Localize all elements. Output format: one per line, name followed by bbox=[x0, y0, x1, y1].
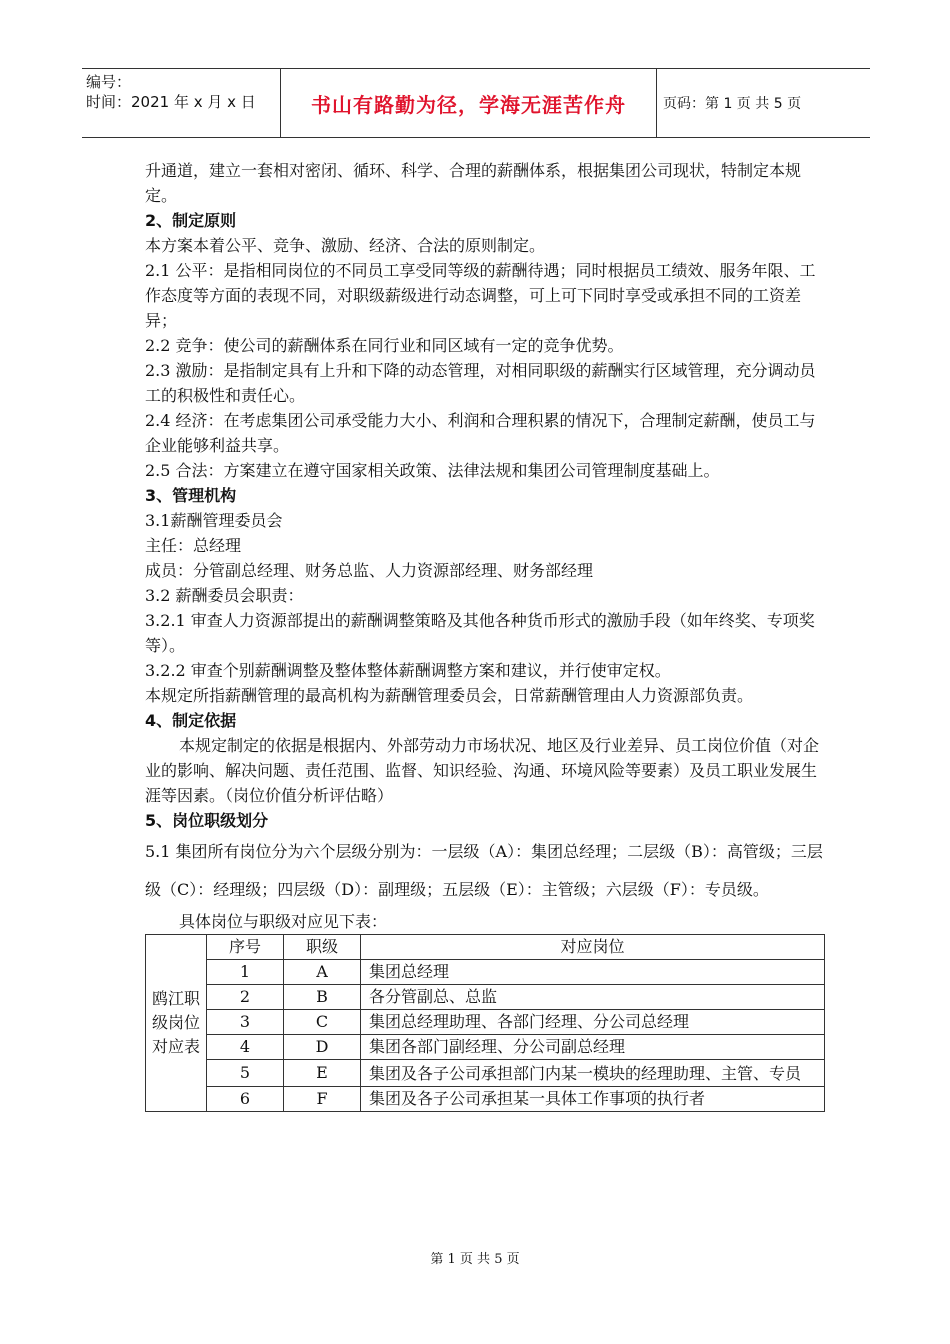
section-4-heading: 4、制定依据 bbox=[145, 711, 237, 730]
cell-index: 5 bbox=[207, 1060, 284, 1087]
header-time-label: 时间：2021 年 x 月 x 日 bbox=[86, 93, 256, 111]
cell-index: 6 bbox=[207, 1087, 284, 1112]
cell-position: 集团总经理助理、各部门经理、分公司总经理 bbox=[361, 1010, 825, 1035]
clause-2-4: 2.4 经济：在考虑集团公司承受能力大小、利润和合理积累的情况下，合理制定薪酬，使员工与企业能够利益共享。 bbox=[145, 411, 816, 455]
table-row bbox=[146, 1010, 825, 1035]
cell-grade: B bbox=[284, 985, 361, 1010]
cell-index: 4 bbox=[207, 1035, 284, 1060]
cell-grade: A bbox=[284, 960, 361, 985]
header-page-info: 页码：第 1 页 共 5 页 bbox=[663, 96, 802, 112]
committee-chair: 主任：总经理 bbox=[145, 536, 242, 555]
table-row bbox=[146, 960, 825, 985]
clause-3-2-2: 3.2.2 审查个别薪酬调整及整体整体薪酬调整方案和建议，并行使审定权。 bbox=[145, 661, 671, 680]
document-body bbox=[145, 158, 825, 1112]
intro-paragraph: 升通道，建立一套相对密闭、循环、科学、合理的薪酬体系，根据集团公司现状，特制定本规定。 bbox=[145, 161, 802, 205]
section-3-heading: 3、管理机构 bbox=[145, 486, 237, 505]
grade-position-table bbox=[145, 934, 825, 1112]
cell-grade: C bbox=[284, 1010, 361, 1035]
section-2-text: 本方案本着公平、竞争、激励、经济、合法的原则制定。 bbox=[145, 236, 546, 255]
cell-index: 3 bbox=[207, 1010, 284, 1035]
table-intro: 具体岗位与职级对应见下表： bbox=[179, 912, 388, 931]
section-5-heading: 5、岗位职级划分 bbox=[145, 811, 269, 830]
clause-5-1: 5.1 集团所有岗位分为六个层级分别为：一层级（A）：集团总经理；二层级（B）：高管级；三层级（C）：经理级；四层级（D）：副理级；五层级（E）：主管级；六层级（F）：专员级。 bbox=[145, 842, 823, 899]
table-row bbox=[146, 985, 825, 1010]
page-header bbox=[82, 68, 870, 138]
table-row bbox=[146, 1035, 825, 1060]
page-footer: 第 1 页 共 5 页 bbox=[430, 1252, 520, 1267]
section-3-note: 本规定所指薪酬管理的最高机构为薪酬管理委员会，日常薪酬管理由人力资源部负责。 bbox=[145, 686, 754, 705]
cell-grade: D bbox=[284, 1035, 361, 1060]
header-cell-index: 序号 bbox=[207, 935, 284, 960]
clause-3-1: 3.1薪酬管理委员会 bbox=[145, 511, 283, 530]
cell-grade: E bbox=[284, 1060, 361, 1087]
clause-2-1: 2.1 公平：是指相同岗位的不同员工享受同等级的薪酬待遇；同时根据员工绩效、服务年限、工作态度等方面的表现不同，对职级薪级进行动态调整，可上可下同时享受或承担不同的工资差异； bbox=[145, 261, 816, 330]
table-side-label: 鸥江职级岗位对应表 bbox=[146, 935, 207, 1112]
cell-grade: F bbox=[284, 1087, 361, 1112]
cell-position: 集团及各子公司承担部门内某一模块的经理助理、主管、专员 bbox=[361, 1060, 825, 1087]
header-cell-position: 对应岗位 bbox=[361, 935, 825, 960]
header-meta bbox=[82, 69, 281, 137]
clause-2-5: 2.5 合法：方案建立在遵守国家相关政策、法律法规和集团公司管理制度基础上。 bbox=[145, 461, 720, 480]
section-4-text: 本规定制定的依据是根据内、外部劳动力市场状况、地区及行业差异、员工岗位价值（对企业的影响、解决问题、责任范围、监督、知识经验、沟通、环境风险等要素）及员工职业发展生涯等因素。（岗位价值分析评估略） bbox=[145, 736, 820, 805]
clause-2-2: 2.2 竞争：使公司的薪酬体系在同行业和同区域有一定的竞争优势。 bbox=[145, 336, 624, 355]
clause-2-3: 2.3 激励：是指制定具有上升和下降的动态管理，对相同职级的薪酬实行区域管理，充分调动员工的积极性和责任心。 bbox=[145, 361, 816, 405]
cell-position: 各分管副总、总监 bbox=[361, 985, 825, 1010]
cell-position: 集团及各子公司承担某一具体工作事项的执行者 bbox=[361, 1087, 825, 1112]
committee-members: 成员：分管副总经理、财务总监、人力资源部经理、财务部经理 bbox=[145, 561, 594, 580]
table-row bbox=[146, 1060, 825, 1087]
header-cell-grade: 职级 bbox=[284, 935, 361, 960]
clause-3-2: 3.2 薪酬委员会职责： bbox=[145, 586, 304, 605]
table-row bbox=[146, 1087, 825, 1112]
section-2-heading: 2、制定原则 bbox=[145, 211, 237, 230]
cell-index: 2 bbox=[207, 985, 284, 1010]
cell-position: 集团总经理 bbox=[361, 960, 825, 985]
header-motto: 书山有路勤为径，学海无涯苦作舟 bbox=[281, 69, 657, 137]
header-code-label: 编号： bbox=[86, 73, 132, 91]
table-header-row bbox=[146, 935, 825, 960]
cell-index: 1 bbox=[207, 960, 284, 985]
cell-position: 集团各部门副经理、分公司副总经理 bbox=[361, 1035, 825, 1060]
clause-3-2-1: 3.2.1 审查人力资源部提出的薪酬调整策略及其他各种货币形式的激励手段（如年终奖、专项奖等）。 bbox=[145, 611, 815, 655]
